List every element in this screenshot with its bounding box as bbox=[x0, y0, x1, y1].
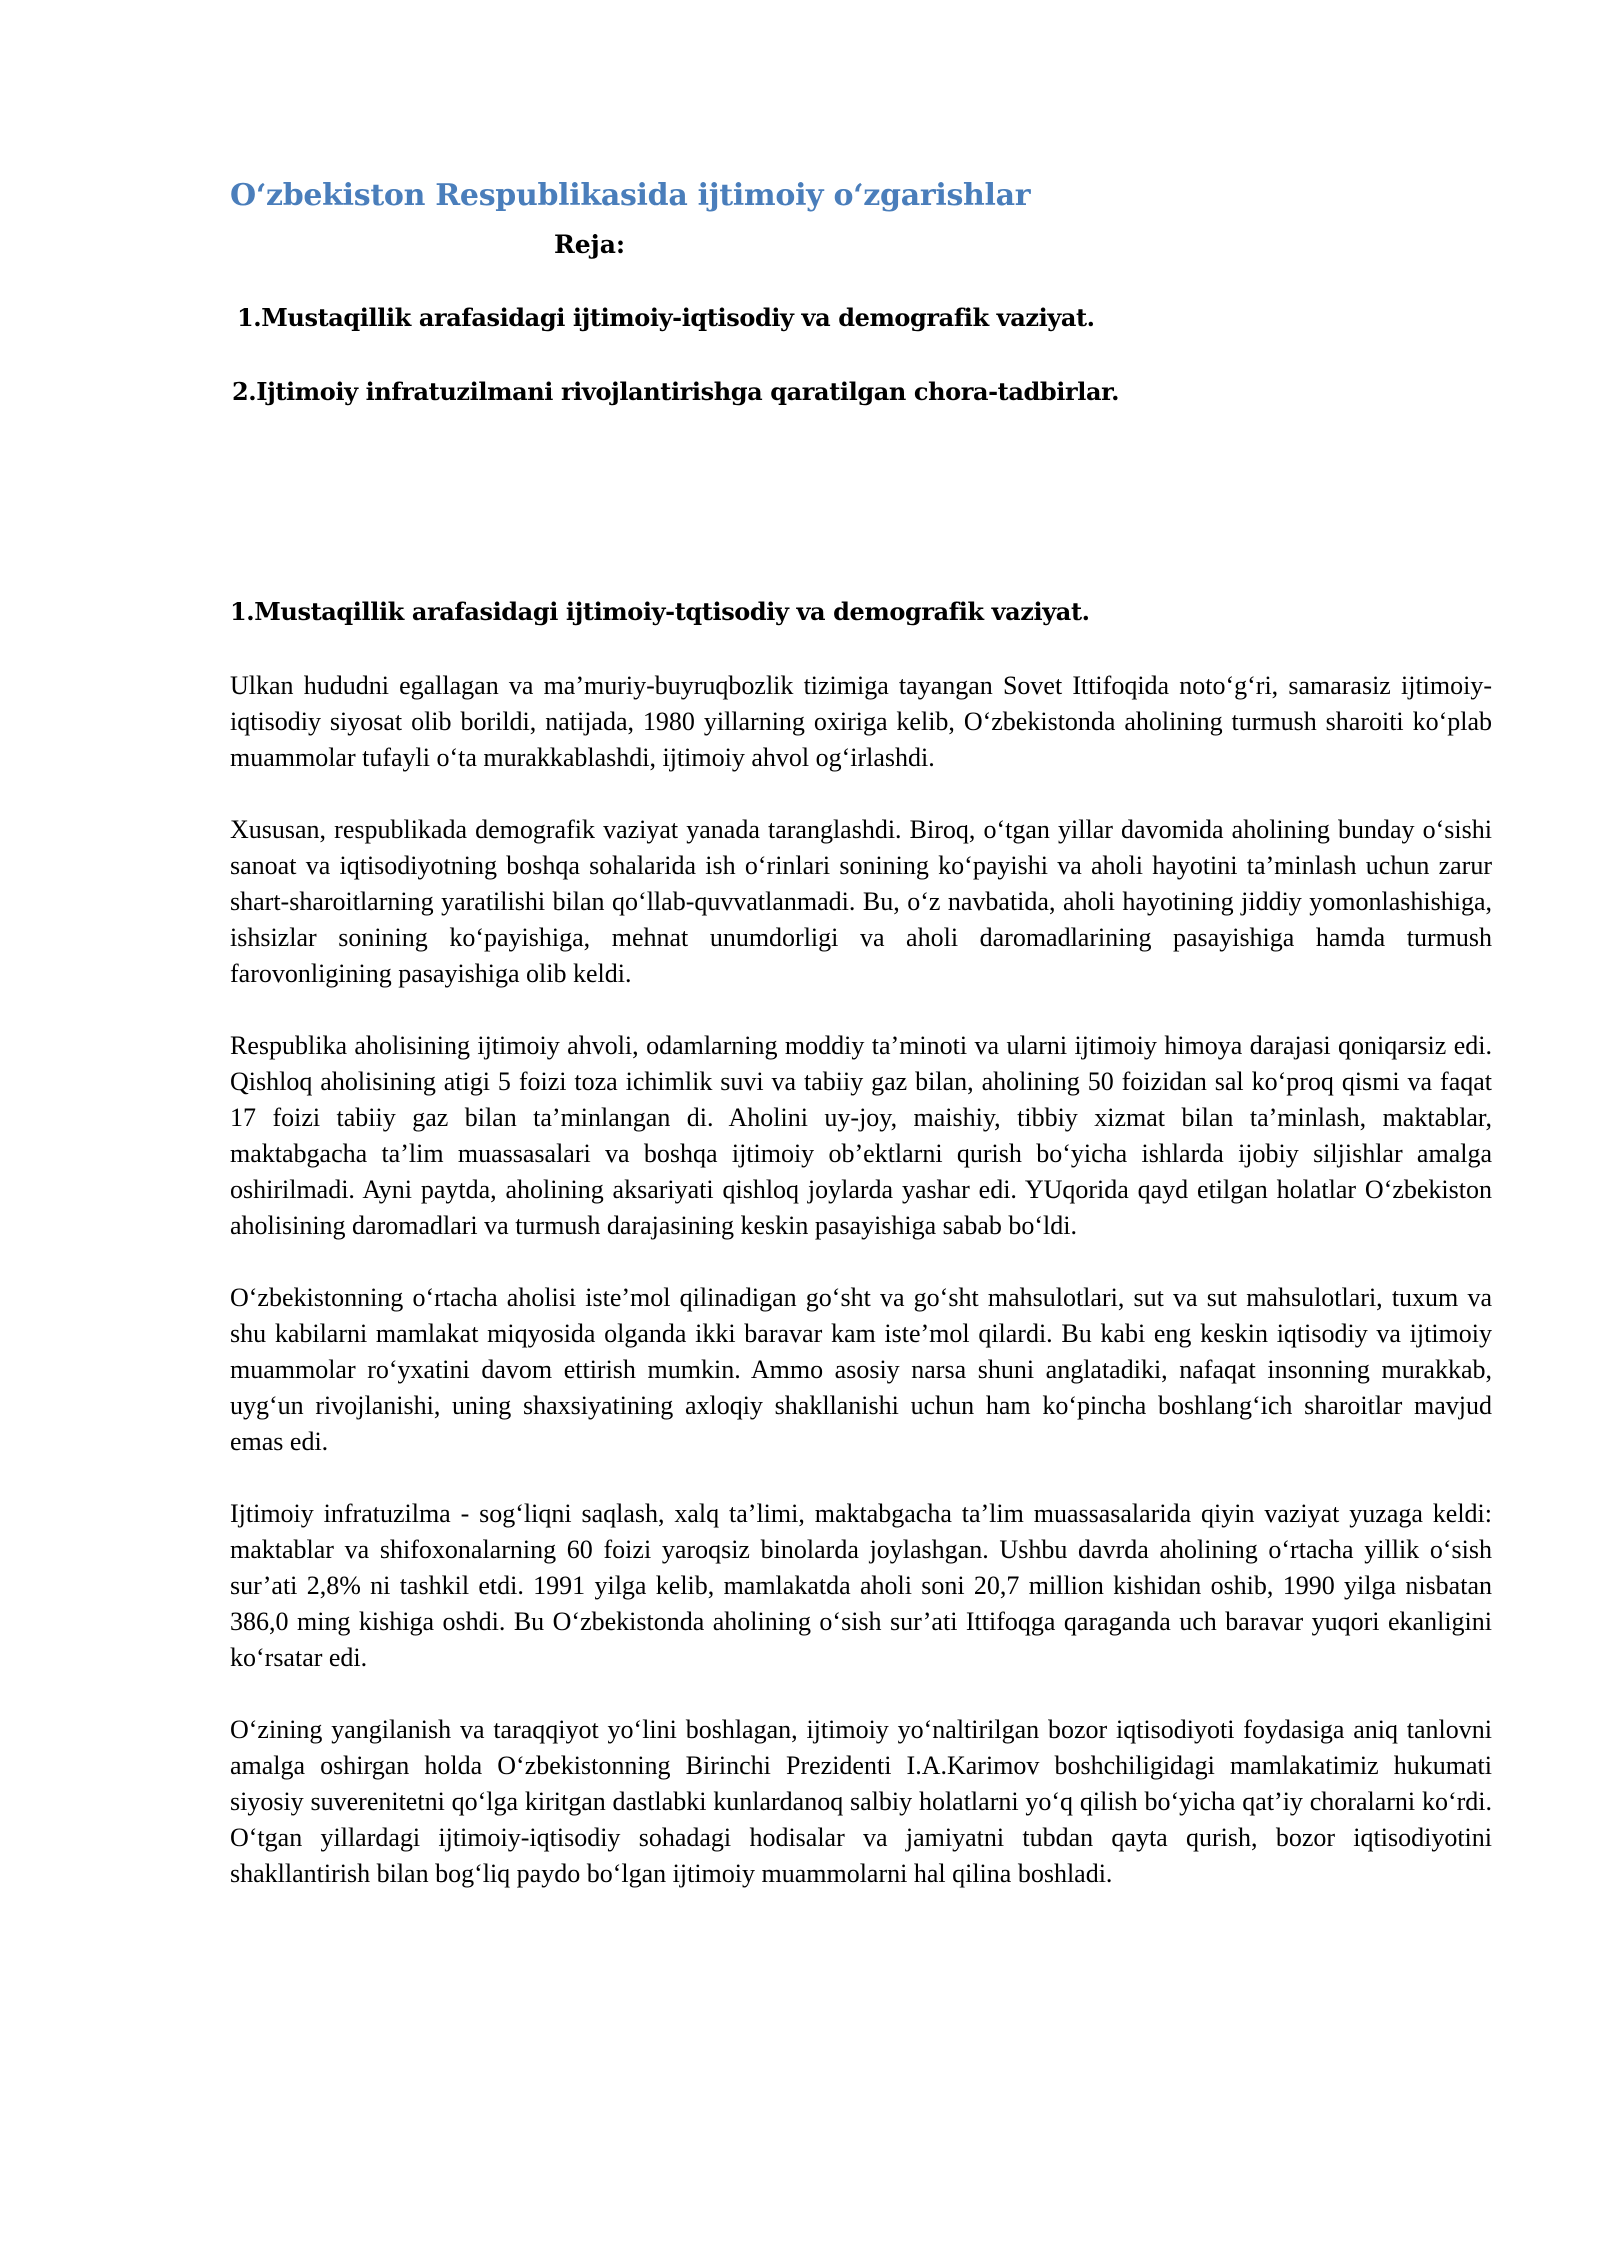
document-title: O‘zbekiston Respublikasida ijtimoiy o‘zgarishlar bbox=[230, 178, 1031, 213]
plan-item-1: 1.Mustaqillik arafasidagi ijtimoiy-iqtisodiy va demografik vaziyat. bbox=[237, 303, 1095, 332]
body-text bbox=[230, 668, 1492, 1928]
paragraph-4: O‘zbekistonning o‘rtacha aholisi iste’mol qilinadigan go‘sht va go‘sht mahsulotlari, sut va sut mahsulotlari, tuxum va shu kabilarni mamlakat miqyosida olganda ikki baravar kam iste’mol qilardi. Bu kabi eng keskin iqtisodiy va ijtimoiy muammolar ro‘yxatini davom ettirish mumkin. Ammo asosiy narsa shuni anglatadiki, nafaqat insonning murakkab, uyg‘un rivojlanishi, uning shaxsiyatining axloqiy shakllanishi uchun ham ko‘pincha boshlang‘ich sharoitlar mavjud emas edi. bbox=[230, 1283, 1492, 1456]
paragraph-1: Ulkan hududni egallagan va ma’muriy-buyruqbozlik tizimiga tayangan Sovet Ittifoqida noto‘g‘ri, samarasiz ijtimoiy-iqtisodiy siyosat olib borildi, natijada, 1980 yillarning oxiriga kelib, O‘zbekistonda aholining turmush sharoiti ko‘plab muammolar tufayli o‘ta murakkablashdi, ijtimoiy ahvol og‘irlashdi. bbox=[230, 671, 1492, 772]
paragraph-6: O‘zining yangilanish va taraqqiyot yo‘lini boshlagan, ijtimoiy yo‘naltirilgan bozor iqtisodiyoti foydasiga aniq tanlovni amalga oshirgan holda O‘zbekistonning Birinchi Prezidenti I.A.Karimov boshchiligidagi mamlakatimiz hukumati siyosiy suverenitetni qo‘lga kiritgan dastlabki kunlardanoq salbiy holatlarni yo‘q qilish bo‘yicha qat’iy choralarni ko‘rdi. O‘tgan yillardagi ijtimoiy-iqtisodiy sohadagi hodisalar va jamiyatni tubdan qayta qurish, bozor iqtisodiyotini shakllantirish bilan bog‘liq paydo bo‘lgan ijtimoiy muammolarni hal qilina boshladi. bbox=[230, 1715, 1492, 1888]
plan-item-2: 2.Ijtimoiy infratuzilmani rivojlantirishga qaratilgan chora-tadbirlar. bbox=[232, 377, 1120, 406]
paragraph-5: Ijtimoiy infratuzilma - sog‘liqni saqlash, xalq ta’limi, maktabgacha ta’lim muassasalarida qiyin vaziyat yuzaga keldi: maktablar va shifoxonalarning 60 foizi yaroqsiz binolarda joylashgan. Ushbu davrda aholining o‘rtacha yillik o‘sish sur’ati 2,8% ni tashkil etdi. 1991 yilga kelib, mamlakatda aholi soni 20,7 million kishidan oshib, 1990 yilga nisbatan 386,0 ming kishiga oshdi. Bu O‘zbekistonda aholining o‘sish sur’ati Ittifoqga qaraganda uch baravar yuqori ekanligini ko‘rsatar edi. bbox=[230, 1499, 1492, 1672]
paragraph-2: Xususan, respublikada demografik vaziyat yanada taranglashdi. Biroq, o‘tgan yillar davomida aholining bunday o‘sishi sanoat va iqtisodiyotning boshqa sohalarida ish o‘rinlari sonining ko‘payishi va aholi hayotini ta’minlash uchun zarur shart-sharoitlarning yaratilishi bilan qo‘llab-quvvatlanmadi. Bu, o‘z navbatida, aholi hayotining jiddiy yomonlashishiga, ishsizlar sonining ko‘payishiga, mehnat unumdorligi va aholi daromadlarining pasayishiga hamda turmush farovonligining pasayishiga olib keldi. bbox=[230, 815, 1492, 988]
plan-label: Reja: bbox=[554, 230, 626, 259]
paragraph-3: Respublika aholisining ijtimoiy ahvoli, odamlarning moddiy ta’minoti va ularni ijtimoiy himoya darajasi qoniqarsiz edi. Qishloq aholisining atigi 5 foizi toza ichimlik suvi va tabiiy gaz bilan, aholining 50 foizidan sal ko‘proq qismi va faqat 17 foizi tabiiy gaz bilan ta’minlangan di. Aholini uy-joy, maishiy, tibbiy xizmat bilan ta’minlash, maktablar, maktabgacha ta’lim muassasalari va boshqa ijtimoiy ob’ektlarni qurish bo‘yicha ishlarda ijobiy siljishlar amalga oshirilmadi. Ayni paytda, aholining aksariyati qishloq joylarda yashar edi. YUqorida qayd etilgan holatlar O‘zbekiston aholisining daromadlari va turmush darajasining keskin pasayishiga sabab bo‘ldi. bbox=[230, 1031, 1492, 1240]
section-heading: 1.Mustaqillik arafasidagi ijtimoiy-tqtisodiy va demografik vaziyat. bbox=[230, 597, 1090, 626]
